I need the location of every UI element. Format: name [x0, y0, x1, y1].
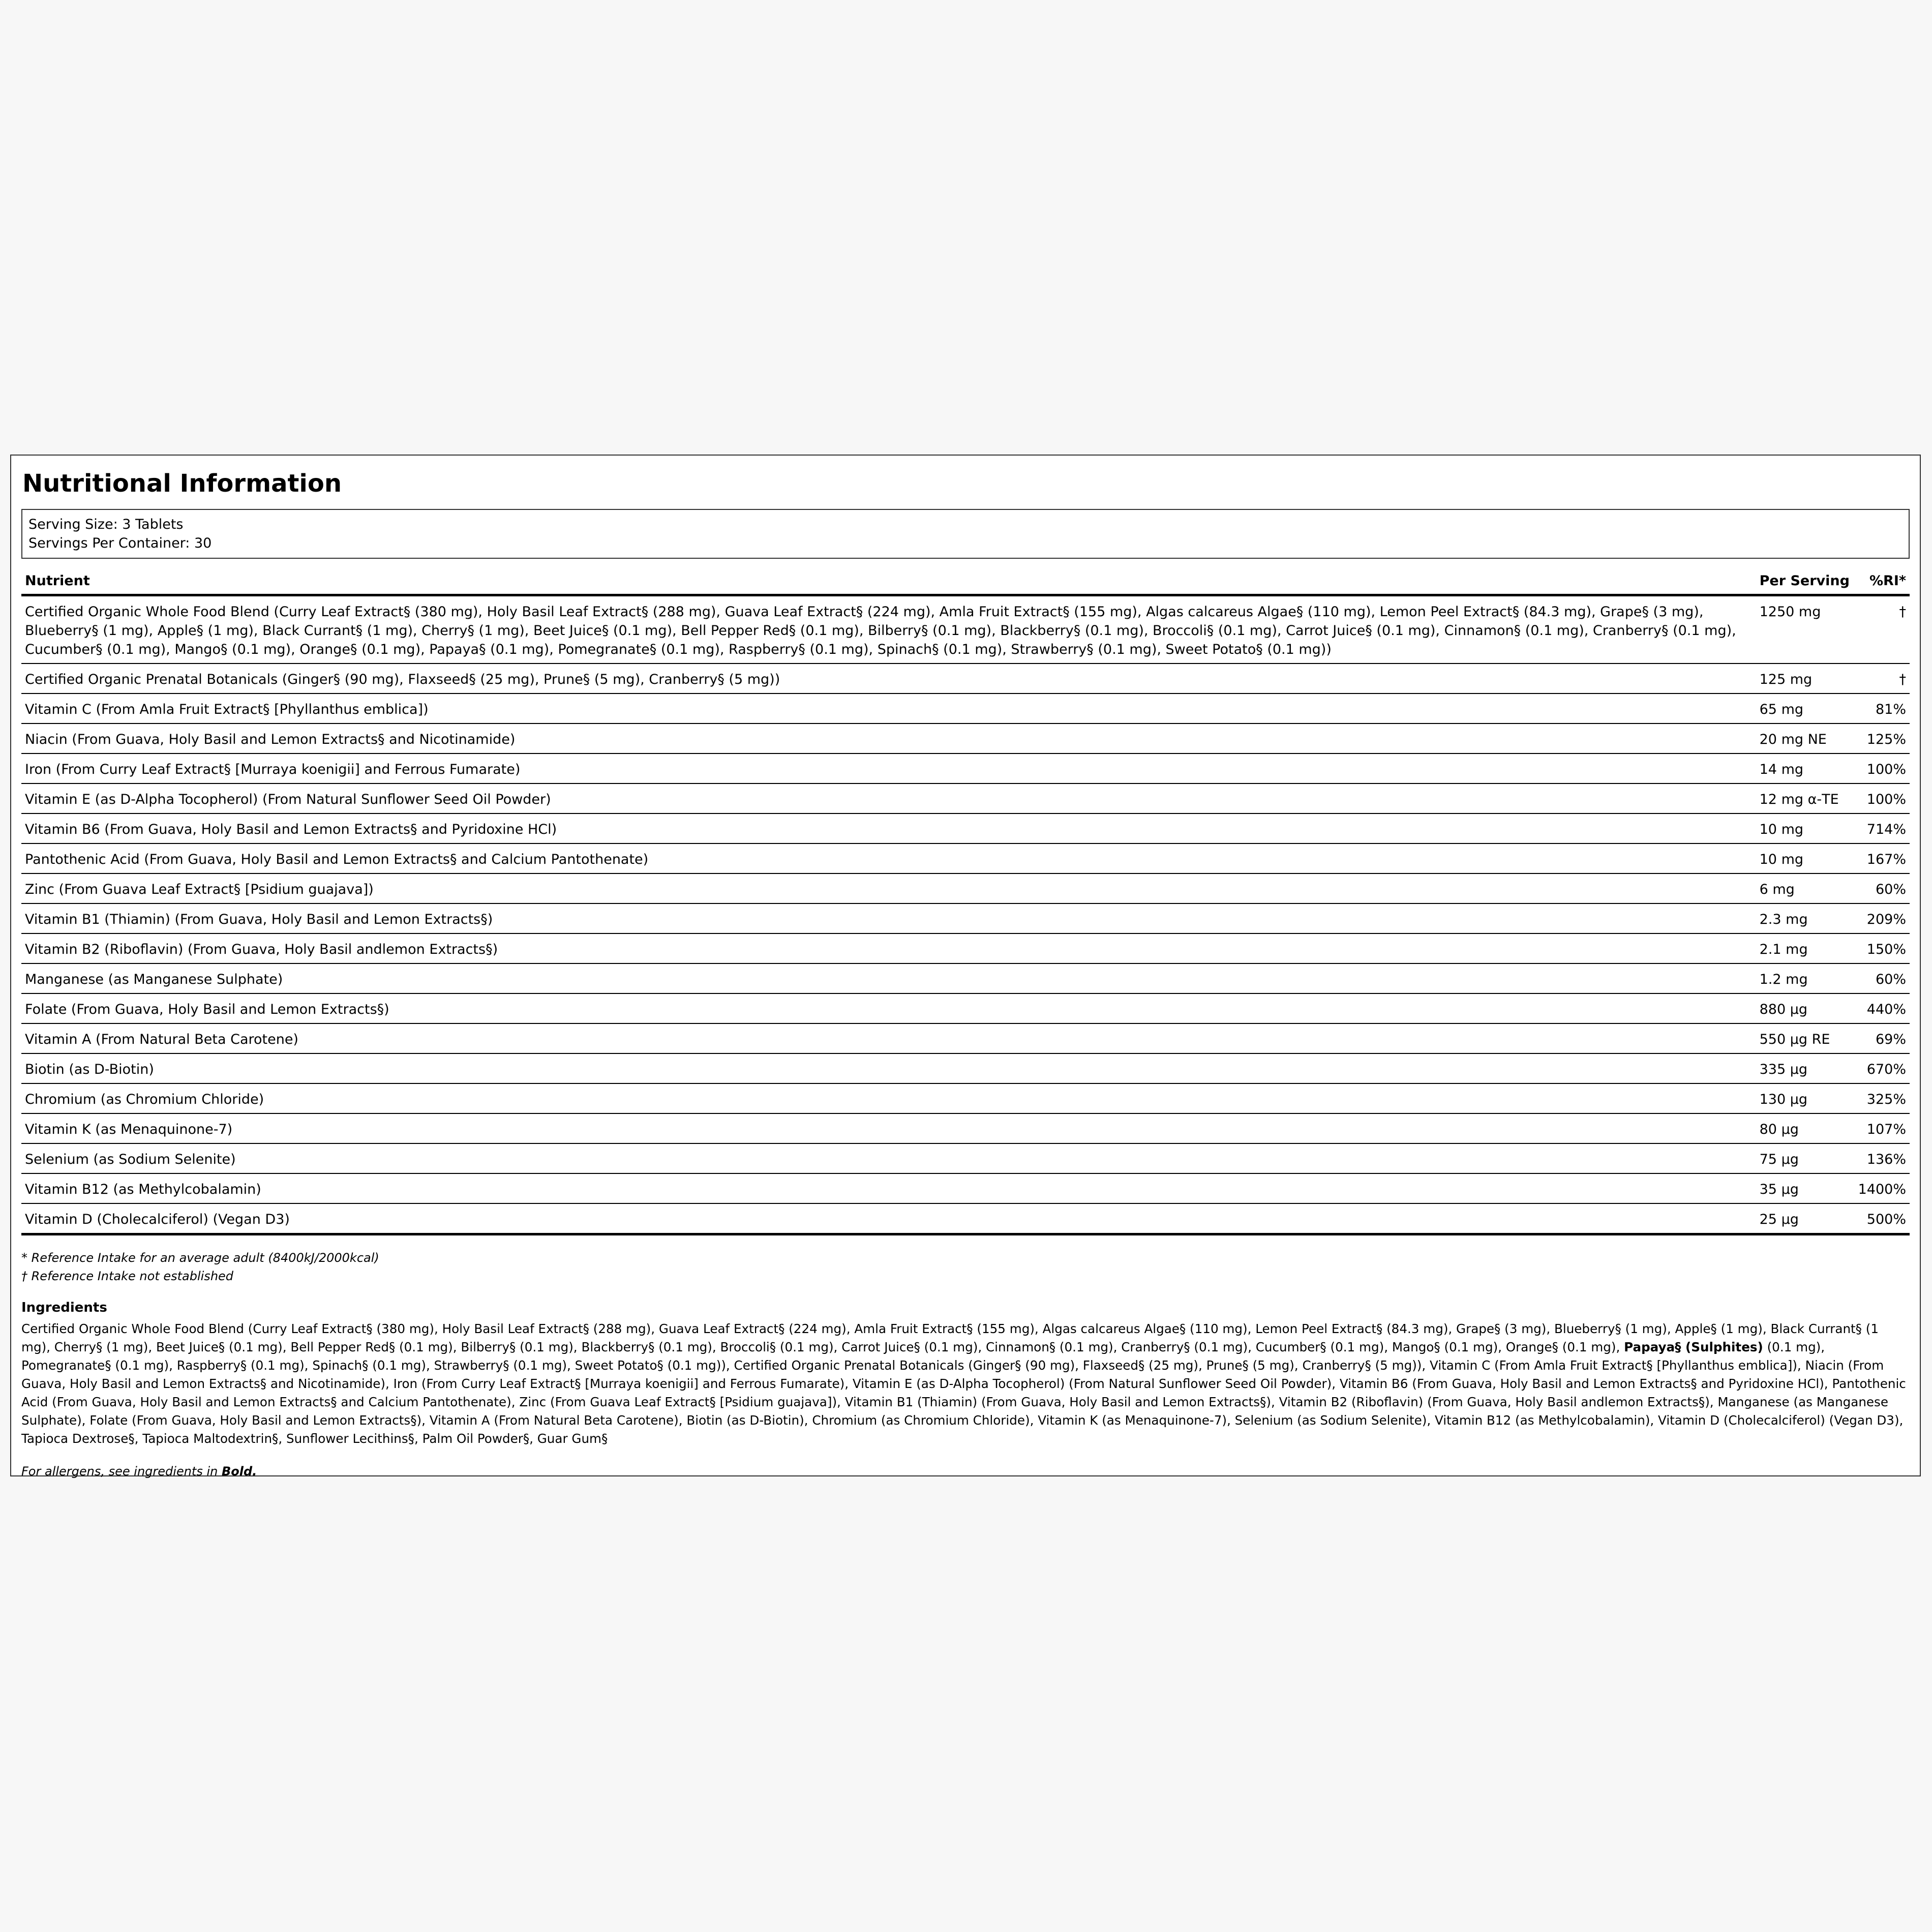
- nutrient-name: Folate (From Guava, Holy Basil and Lemon Extracts§): [21, 993, 1756, 1023]
- nutrient-name: Vitamin B12 (as Methylcobalamin): [21, 1173, 1756, 1203]
- table-row: [21, 933, 1910, 963]
- footnote-reference-intake: * Reference Intake for an average adult (8400kJ/2000kcal): [21, 1251, 379, 1265]
- ri-value: 69%: [1855, 1023, 1910, 1053]
- ri-value: 1400%: [1855, 1173, 1910, 1203]
- ingredients-allergen-bold: Papaya§ (Sulphites): [1624, 1340, 1763, 1355]
- table-row: [21, 693, 1910, 723]
- nutrient-name: Vitamin C (From Amla Fruit Extract§ [Phyllanthus emblica]): [21, 693, 1756, 723]
- per-serving-value: 880 µg: [1756, 993, 1855, 1023]
- ingredients-text-part2: (0.1 mg), Pomegranate§ (0.1 mg), Raspberry§ (0.1 mg), Spinach§ (0.1 mg), Strawberry§ (0.1 mg), Sweet Potato§ (0.1 mg)), Certified Organic Prenatal Botanicals (Ginger§ (90 mg), Flaxseed§ (25 mg), Prune§ (5 mg), Cranberry§ (5 mg)), Vitamin C (From Amla Fruit Extract§ [Phyllanthus emblica]), Niacin (From Guava, Holy Basil and Lemon Extracts§ and Nicotinamide), Iron (From Curry Leaf Extract§ [Murraya koenigii] and Ferrous Fumarate), Vitamin E (as D-Alpha Tocopherol) (From Natural Sunflower Seed Oil Powder), Vitamin B6 (From Guava, Holy Basil and Lemon Extracts§ and Pyridoxine HCl), Pantothenic Acid (From Guava, Holy Basil and Lemon Extracts§ and Calcium Pantothenate), Zinc (From Guava Leaf Extract§ [Psidium guajava]), Vitamin B1 (Thiamin) (From Guava, Holy Basil and Lemon Extracts§), Vitamin B2 (Riboflavin) (From Guava, Holy Basil andlemon Extracts§), Manganese (as Manganese Sulphate), Folate (From Guava, Holy Basil and Lemon Extracts§), Vitamin A (From Natural Beta Carotene), Biotin (as D-Biotin), Chromium (as Chromium Chloride), Vitamin K (as Menaquinone-7), Selenium (as Sodium Selenite), Vitamin B12 (as Methylcobalamin), Vitamin D (Cholecalciferol) (Vegan D3), Tapioca Dextrose§, Tapioca Maltodextrin§, Sunflower Lecithins§, Palm Oil Powder§, Guar Gum§: [21, 1340, 1906, 1446]
- per-serving-value: 2.3 mg: [1756, 903, 1855, 933]
- ri-value: 107%: [1855, 1113, 1910, 1143]
- table-row: [21, 753, 1910, 783]
- allergen-note-bold: Bold.: [221, 1464, 257, 1479]
- ri-value: 81%: [1855, 693, 1910, 723]
- table-row: [21, 1203, 1910, 1234]
- allergen-note-text: For allergens, see ingredients in: [21, 1464, 222, 1479]
- table-row: [21, 1113, 1910, 1143]
- table-row: [21, 813, 1910, 843]
- per-serving-value: 12 mg α-TE: [1756, 783, 1855, 813]
- nutrient-name: Vitamin K (as Menaquinone-7): [21, 1113, 1756, 1143]
- per-serving-value: 75 µg: [1756, 1143, 1855, 1173]
- panel-title: Nutritional Information: [22, 469, 342, 498]
- table-row: [21, 1173, 1910, 1203]
- footnotes: [21, 1249, 1910, 1285]
- table-header-row: [21, 570, 1910, 595]
- nutrient-name: Vitamin D (Cholecalciferol) (Vegan D3): [21, 1203, 1756, 1234]
- nutrient-name: Vitamin E (as D-Alpha Tocopherol) (From Natural Sunflower Seed Oil Powder): [21, 783, 1756, 813]
- per-serving-value: 1250 mg: [1756, 595, 1855, 664]
- table-row: [21, 663, 1910, 693]
- allergen-note: [21, 1462, 1910, 1481]
- nutrient-name: Certified Organic Whole Food Blend (Curry Leaf Extract§ (380 mg), Holy Basil Leaf Extract§ (288 mg), Guava Leaf Extract§ (224 mg), Amla Fruit Extract§ (155 mg), Algas calcareus Algae§ (110 mg), Lemon Peel Extract§ (84.3 mg), Grape§ (3 mg), Blueberry§ (1 mg), Apple§ (1 mg), Black Currant§ (1 mg), Cherry§ (1 mg), Beet Juice§ (0.1 mg), Bell Pepper Red§ (0.1 mg), Bilberry§ (0.1 mg), Blackberry§ (0.1 mg), Broccoli§ (0.1 mg), Carrot Juice§ (0.1 mg), Cinnamon§ (0.1 mg), Cranberry§ (0.1 mg), Cucumber§ (0.1 mg), Mango§ (0.1 mg), Orange§ (0.1 mg), Papaya§ (0.1 mg), Pomegranate§ (0.1 mg), Raspberry§ (0.1 mg), Spinach§ (0.1 mg), Strawberry§ (0.1 mg), Sweet Potato§ (0.1 mg)): [21, 595, 1756, 664]
- ri-value: 714%: [1855, 813, 1910, 843]
- nutrient-name: Niacin (From Guava, Holy Basil and Lemon Extracts§ and Nicotinamide): [21, 723, 1756, 753]
- nutrient-name: Certified Organic Prenatal Botanicals (Ginger§ (90 mg), Flaxseed§ (25 mg), Prune§ (5 mg), Cranberry§ (5 mg)): [21, 663, 1756, 693]
- servings-per-container: Servings Per Container: 30: [28, 535, 212, 552]
- nutrient-name: Chromium (as Chromium Chloride): [21, 1083, 1756, 1113]
- nutrient-table: [21, 570, 1910, 1235]
- ri-value: 100%: [1855, 753, 1910, 783]
- per-serving-value: 14 mg: [1756, 753, 1855, 783]
- ri-value: 325%: [1855, 1083, 1910, 1113]
- per-serving-value: 65 mg: [1756, 693, 1855, 723]
- ingredients-title: Ingredients: [21, 1300, 107, 1316]
- table-row: [21, 843, 1910, 873]
- per-serving-value: 130 µg: [1756, 1083, 1855, 1113]
- per-serving-value: 20 mg NE: [1756, 723, 1855, 753]
- ri-value: 440%: [1855, 993, 1910, 1023]
- ri-value: †: [1855, 663, 1910, 693]
- serving-info-box: [21, 509, 1910, 559]
- per-serving-value: 335 µg: [1756, 1053, 1855, 1083]
- ri-value: 167%: [1855, 843, 1910, 873]
- ri-value: 150%: [1855, 933, 1910, 963]
- per-serving-value: 2.1 mg: [1756, 933, 1855, 963]
- ri-value: 60%: [1855, 873, 1910, 903]
- header-nutrient: Nutrient: [21, 570, 1756, 595]
- per-serving-value: 10 mg: [1756, 813, 1855, 843]
- ingredients-text: [21, 1320, 1910, 1448]
- per-serving-value: 125 mg: [1756, 663, 1855, 693]
- table-row: [21, 783, 1910, 813]
- table-row: [21, 903, 1910, 933]
- ri-value: 125%: [1855, 723, 1910, 753]
- nutrient-name: Selenium (as Sodium Selenite): [21, 1143, 1756, 1173]
- table-row: [21, 1083, 1910, 1113]
- nutrition-panel: [10, 455, 1921, 1479]
- nutrient-name: Vitamin B6 (From Guava, Holy Basil and Lemon Extracts§ and Pyridoxine HCl): [21, 813, 1756, 843]
- nutrient-table-body: [21, 595, 1910, 1234]
- ri-value: 209%: [1855, 903, 1910, 933]
- table-row: [21, 963, 1910, 993]
- table-row: [21, 1023, 1910, 1053]
- per-serving-value: 80 µg: [1756, 1113, 1855, 1143]
- table-row: [21, 993, 1910, 1023]
- nutrient-name: Pantothenic Acid (From Guava, Holy Basil and Lemon Extracts§ and Calcium Pantothenate): [21, 843, 1756, 873]
- per-serving-value: 35 µg: [1756, 1173, 1855, 1203]
- ingredients-text-part1: Certified Organic Whole Food Blend (Curry Leaf Extract§ (380 mg), Holy Basil Leaf Extract§ (288 mg), Guava Leaf Extract§ (224 mg), Amla Fruit Extract§ (155 mg), Algas calcareus Algae§ (110 mg), Lemon Peel Extract§ (84.3 mg), Grape§ (3 mg), Blueberry§ (1 mg), Apple§ (1 mg), Black Currant§ (1 mg), Cherry§ (1 mg), Beet Juice§ (0.1 mg), Bell Pepper Red§ (0.1 mg), Bilberry§ (0.1 mg), Blackberry§ (0.1 mg), Broccoli§ (0.1 mg), Carrot Juice§ (0.1 mg), Cinnamon§ (0.1 mg), Cranberry§ (0.1 mg), Cucumber§ (0.1 mg), Mango§ (0.1 mg), Orange§ (0.1 mg),: [21, 1321, 1879, 1355]
- serving-size: Serving Size: 3 Tablets: [28, 517, 184, 533]
- nutrient-name: Biotin (as D-Biotin): [21, 1053, 1756, 1083]
- table-row: [21, 723, 1910, 753]
- per-serving-value: 550 µg RE: [1756, 1023, 1855, 1053]
- header-ri: %RI*: [1855, 570, 1910, 595]
- ri-value: 670%: [1855, 1053, 1910, 1083]
- ri-value: 136%: [1855, 1143, 1910, 1173]
- per-serving-value: 10 mg: [1756, 843, 1855, 873]
- nutrient-name: Vitamin B1 (Thiamin) (From Guava, Holy Basil and Lemon Extracts§): [21, 903, 1756, 933]
- ri-value: 500%: [1855, 1203, 1910, 1234]
- per-serving-value: 25 µg: [1756, 1203, 1855, 1234]
- per-serving-value: 1.2 mg: [1756, 963, 1855, 993]
- nutrient-name: Vitamin A (From Natural Beta Carotene): [21, 1023, 1756, 1053]
- table-row: [21, 595, 1910, 664]
- per-serving-value: 6 mg: [1756, 873, 1855, 903]
- table-row: [21, 1053, 1910, 1083]
- nutrient-name: Manganese (as Manganese Sulphate): [21, 963, 1756, 993]
- table-row: [21, 873, 1910, 903]
- ri-value: †: [1855, 595, 1910, 664]
- table-row: [21, 1143, 1910, 1173]
- header-per-serving: Per Serving: [1756, 570, 1855, 595]
- ri-value: 60%: [1855, 963, 1910, 993]
- nutrient-name: Iron (From Curry Leaf Extract§ [Murraya koenigii] and Ferrous Fumarate): [21, 753, 1756, 783]
- nutrient-name: Vitamin B2 (Riboflavin) (From Guava, Holy Basil andlemon Extracts§): [21, 933, 1756, 963]
- nutrient-name: Zinc (From Guava Leaf Extract§ [Psidium guajava]): [21, 873, 1756, 903]
- ri-value: 100%: [1855, 783, 1910, 813]
- footnote-not-established: † Reference Intake not established: [21, 1269, 234, 1284]
